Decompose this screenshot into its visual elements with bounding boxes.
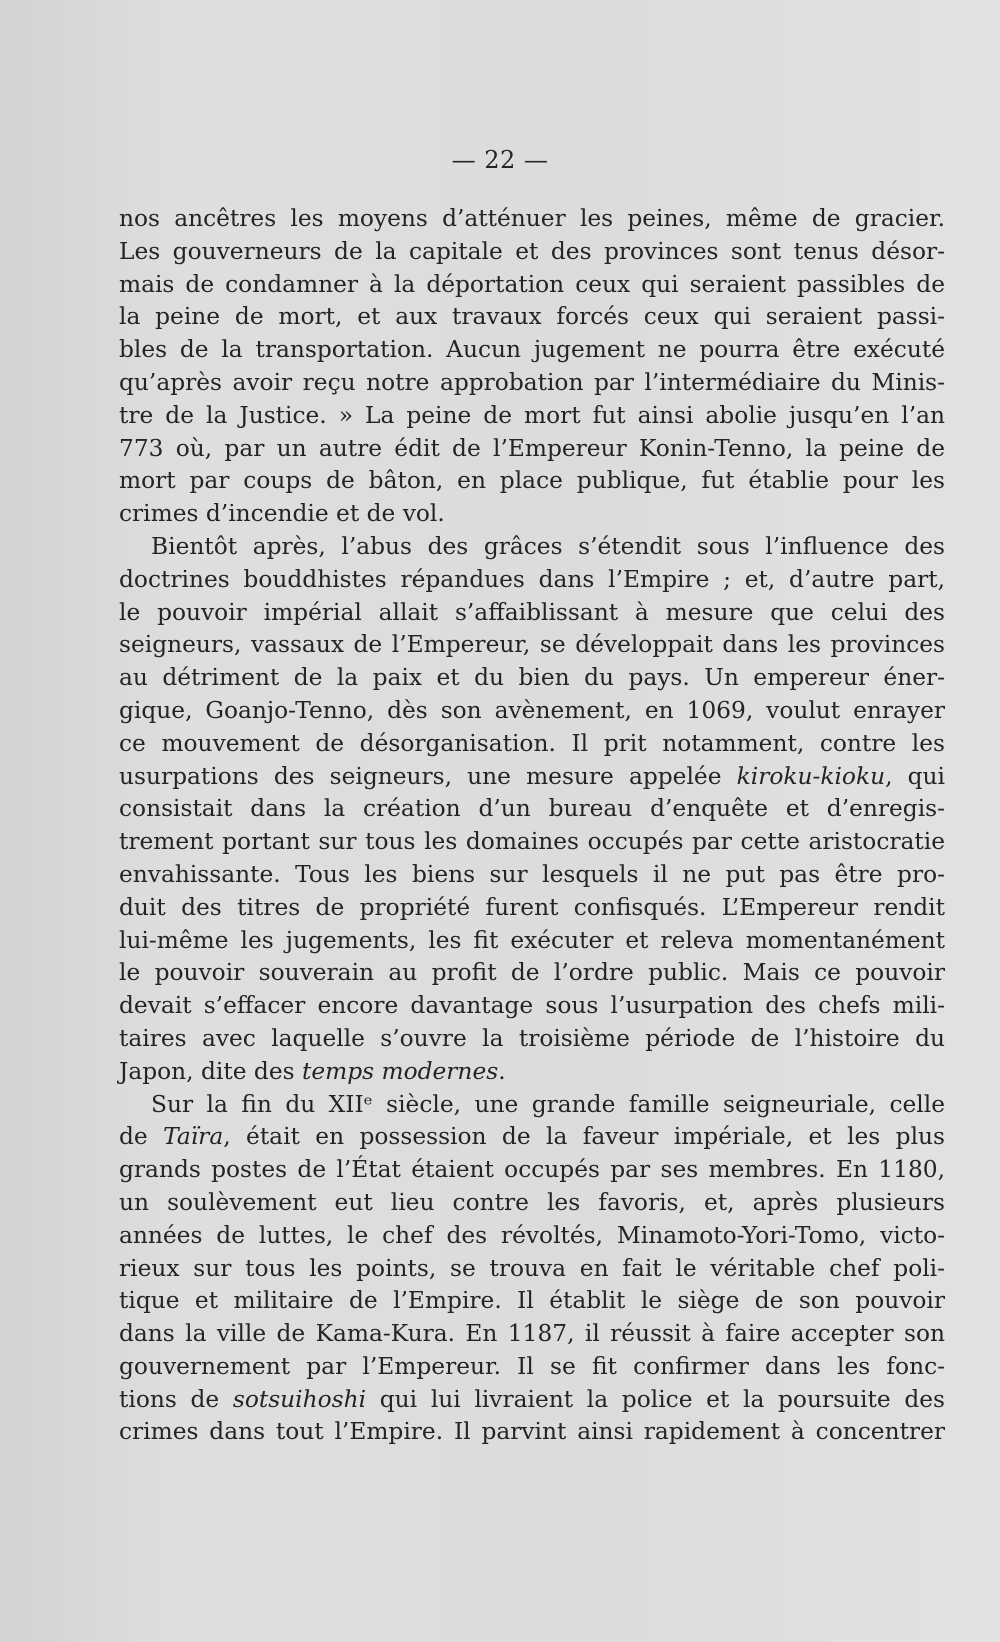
text-segment: usurpations des seigneurs, une mesure appelée — [119, 762, 737, 790]
text-line: tique et militaire de l’Empire. Il établit le siège de son pouvoir — [119, 1287, 945, 1315]
text-segment: , qui — [885, 762, 945, 790]
text-line: gouvernement par l’Empereur. Il se fit confirmer dans les fonc- — [119, 1352, 945, 1380]
italic-term: kiroku-kioku — [736, 762, 886, 790]
text-line: au détriment de la paix et du bien du pays. Un empereur éner- — [119, 664, 945, 692]
text-segment: de — [119, 1123, 164, 1151]
text-line — [119, 761, 945, 794]
text-line: tre de la Justice. » La peine de mort fut ainsi abolie jusqu’en l’an — [119, 401, 945, 429]
text-line: crimes d’incendie et de vol. — [119, 500, 445, 528]
text-line: qu’après avoir reçu notre approbation par l’intermédiaire du Minis- — [119, 368, 945, 396]
text-line: Bientôt après, l’abus des grâces s’étendit sous l’influence des — [151, 532, 945, 560]
italic-term: Taïra — [163, 1123, 224, 1151]
page-number: — 22 — — [451, 146, 549, 174]
text-line: consistait dans la création d’un bureau d’enquête et d’enregis- — [119, 795, 945, 823]
text-segment: tions de — [119, 1385, 233, 1413]
text-segment: , était en possession de la faveur impériale, et les plus — [223, 1123, 945, 1151]
text-line: le pouvoir souverain au profit de l’ordre public. Mais ce pouvoir — [119, 959, 945, 987]
text-line: Sur la fin du XIIᵉ siècle, une grande famille seigneuriale, celle — [151, 1090, 945, 1118]
text-line: lui-même les jugements, les fit exécuter et releva momentanément — [119, 926, 945, 954]
text-line: un soulèvement eut lieu contre les favoris, et, après plusieurs — [119, 1188, 945, 1216]
text-line — [119, 1056, 945, 1089]
text-line: nos ancêtres les moyens d’atténuer les peines, même de gracier. — [119, 205, 945, 232]
text-line: crimes dans tout l’Empire. Il parvint ainsi rapidement à concentrer — [119, 1418, 945, 1446]
text-line: gique, Goanjo-Tenno, dès son avènement, en 1069, voulut enrayer — [119, 696, 945, 724]
text-line: le pouvoir impérial allait s’affaiblissant à mesure que celui des — [119, 598, 945, 626]
text-line: grands postes de l’État étaient occupés par ses membres. En 1180, — [119, 1156, 945, 1184]
text-line: ce mouvement de désorganisation. Il prit notamment, contre les — [119, 729, 945, 757]
text-segment: Japon, dite des — [119, 1057, 302, 1085]
text-line: la peine de mort, et aux travaux forcés ceux qui seraient passi- — [119, 303, 945, 331]
text-line: 773 où, par un autre édit de l’Empereur Konin-Tenno, la peine de — [119, 434, 945, 462]
text-line: envahissante. Tous les biens sur lesquels il ne put pas être pro- — [119, 860, 945, 888]
text-line: Les gouverneurs de la capitale et des provinces sont tenus désor- — [119, 237, 945, 265]
text-line: duit des titres de propriété furent confisqués. L’Empereur rendit — [119, 893, 945, 921]
text-segment: . — [498, 1057, 506, 1085]
text-line: années de luttes, le chef des révoltés, Minamoto-Yori-Tomo, victo- — [119, 1221, 945, 1249]
text-line: mais de condamner à la déportation ceux qui seraient passibles de — [119, 270, 945, 298]
text-line: doctrines bouddhistes répandues dans l’Empire ; et, d’autre part, — [119, 565, 945, 593]
text-line: dans la ville de Kama-Kura. En 1187, il réussit à faire accepter son — [119, 1320, 945, 1348]
italic-term: sotsuihoshi — [232, 1385, 367, 1413]
text-line: taires avec laquelle s’ouvre la troisième période de l’histoire du — [119, 1024, 945, 1052]
text-line: bles de la transportation. Aucun jugement ne pourra être exécuté — [119, 336, 945, 364]
text-line: mort par coups de bâton, en place publique, fut établie pour les — [119, 467, 945, 495]
text-line — [119, 1384, 945, 1417]
text-line: rieux sur tous les points, se trouva en fait le véritable chef poli- — [119, 1254, 945, 1282]
body-text — [119, 203, 945, 1449]
text-line: seigneurs, vassaux de l’Empereur, se développait dans les provinces — [119, 631, 945, 659]
italic-term: temps modernes — [301, 1057, 499, 1085]
text-segment: qui lui livraient la police et la poursuite des — [366, 1385, 946, 1413]
text-line: trement portant sur tous les domaines occupés par cette aristocratie — [119, 828, 945, 856]
text-line: devait s’effacer encore davantage sous l’usurpation des chefs mili- — [119, 992, 945, 1020]
text-line — [119, 1121, 945, 1154]
